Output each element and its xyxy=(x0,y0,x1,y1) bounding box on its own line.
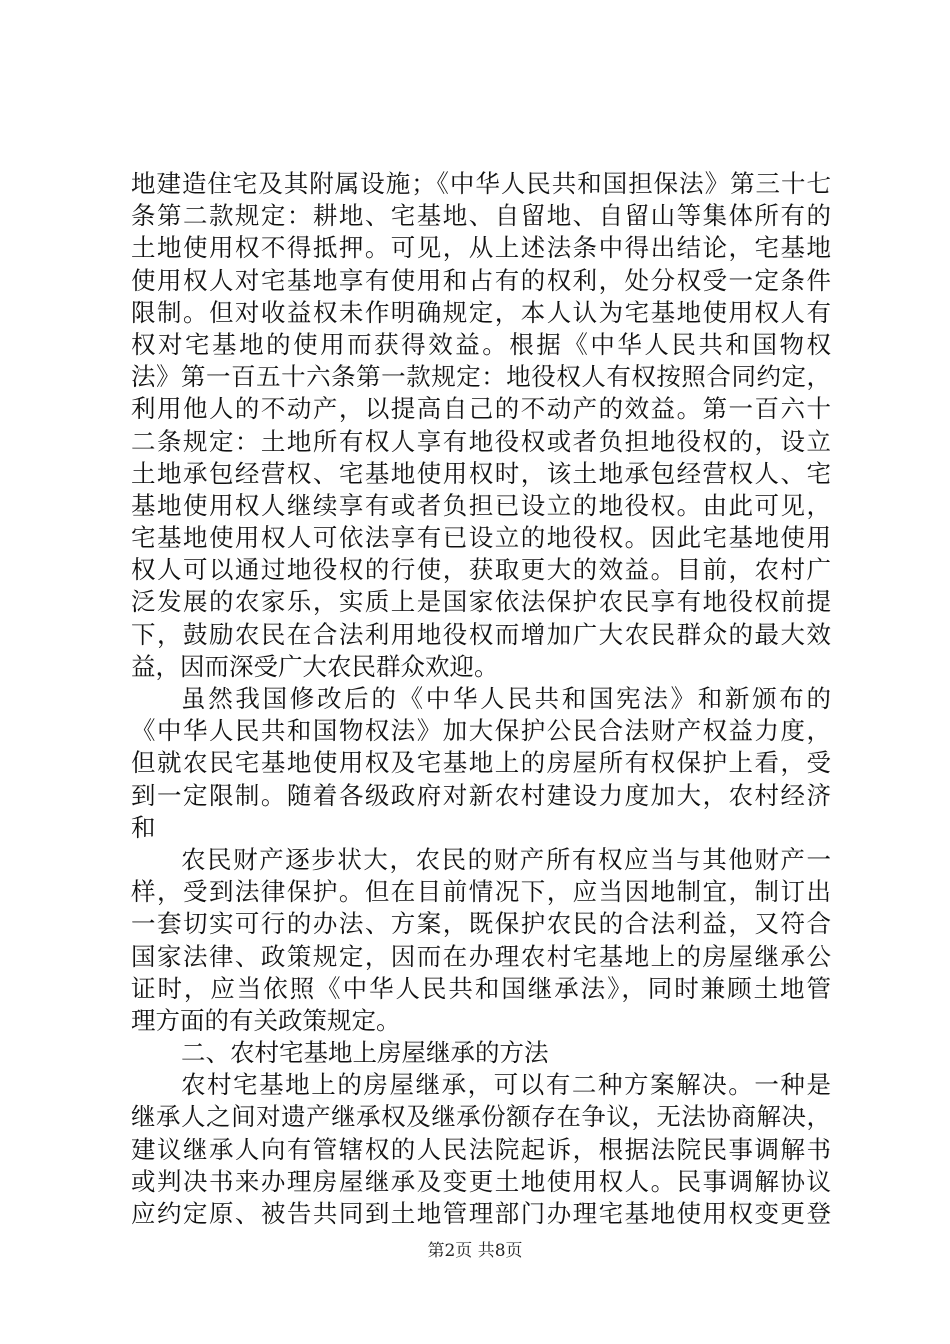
text-line: 土地使用权不得抵押。可见，从上述法条中得出结论，宅基地 xyxy=(131,233,831,263)
text-line: 或判决书来办理房屋继承及变更土地使用权人。民事调解协议 xyxy=(131,1166,831,1196)
text-line: 样，受到法律保护。但在目前情况下，应当因地制宜，制订出 xyxy=(131,877,831,907)
text-line: 但就农民宅基地使用权及宅基地上的房屋所有权保护上看，受 xyxy=(131,748,831,778)
text-line: 限制。但对收益权未作明确规定，本人认为宅基地使用权人有 xyxy=(131,297,831,327)
text-line: 法》第一百五十六条第一款规定：地役权人有权按照合同约定， xyxy=(131,362,831,392)
text-line: 建议继承人向有管辖权的人民法院起诉，根据法院民事调解书 xyxy=(131,1134,831,1164)
text-line: 宅基地使用权人可依法享有已设立的地役权。因此宅基地使用 xyxy=(131,523,831,553)
text-line: 农民财产逐步状大，农民的财产所有权应当与其他财产一 xyxy=(181,844,831,874)
paragraph xyxy=(131,683,831,844)
text-line: 二条规定：土地所有权人享有地役权或者负担地役权的，设立 xyxy=(131,426,831,456)
text-line: 条第二款规定：耕地、宅基地、自留地、自留山等集体所有的 xyxy=(131,201,831,231)
text-line: 使用权人对宅基地享有使用和占有的权利，处分权受一定条件 xyxy=(131,265,831,295)
text-line: 泛发展的农家乐，实质上是国家依法保护农民享有地役权前提 xyxy=(131,587,831,617)
text-line: 权对宅基地的使用而获得效益。根据《中华人民共和国物权 xyxy=(131,329,831,359)
text-line: 虽然我国修改后的《中华人民共和国宪法》和新颁布的 xyxy=(181,684,831,713)
page-footer: 第2页 共8页 xyxy=(427,1241,523,1261)
text-line: 基地使用权人继续享有或者负担已设立的地役权。由此可见， xyxy=(131,490,831,520)
text-line: 和 xyxy=(131,812,156,842)
text-line: 证时，应当依照《中华人民共和国继承法》，同时兼顾土地管 xyxy=(131,973,831,1003)
text-line: 下，鼓励农民在合法利用地役权而增加广大农民群众的最大效 xyxy=(131,619,831,649)
text-line: 《中华人民共和国物权法》加大保护公民合法财产权益力度， xyxy=(131,716,831,746)
paragraph xyxy=(131,1069,831,1230)
paragraph xyxy=(131,1037,831,1069)
document-body xyxy=(131,168,831,1230)
text-line: 应约定原、被告共同到土地管理部门办理宅基地使用权变更登 xyxy=(131,1199,831,1228)
text-line: 益，因而深受广大农民群众欢迎。 xyxy=(131,651,499,681)
paragraph xyxy=(131,844,831,1037)
text-line: 理方面的有关政策规定。 xyxy=(131,1005,401,1035)
text-line: 国家法律、政策规定，因而在办理农村宅基地上的房屋继承公 xyxy=(131,941,831,971)
text-line: 一套切实可行的办法、方案，既保护农民的合法利益，又符合 xyxy=(131,909,831,939)
text-line: 到一定限制。随着各级政府对新农村建设力度加大，农村经济 xyxy=(131,780,831,810)
text-line: 地建造住宅及其附属设施；《中华人民共和国担保法》第三十七 xyxy=(131,169,831,198)
text-line: 继承人之间对遗产继承权及继承份额存在争议，无法协商解决， xyxy=(131,1102,831,1132)
paragraph xyxy=(131,168,831,683)
text-line: 二、农村宅基地上房屋继承的方法 xyxy=(181,1038,549,1068)
text-line: 农村宅基地上的房屋继承，可以有二种方案解决。一种是 xyxy=(181,1070,831,1100)
text-line: 权人可以通过地役权的行使，获取更大的效益。目前，农村广 xyxy=(131,555,831,585)
text-line: 利用他人的不动产，以提高自己的不动产的效益。第一百六十 xyxy=(131,394,831,424)
text-line: 土地承包经营权、宅基地使用权时，该土地承包经营权人、宅 xyxy=(131,458,831,488)
